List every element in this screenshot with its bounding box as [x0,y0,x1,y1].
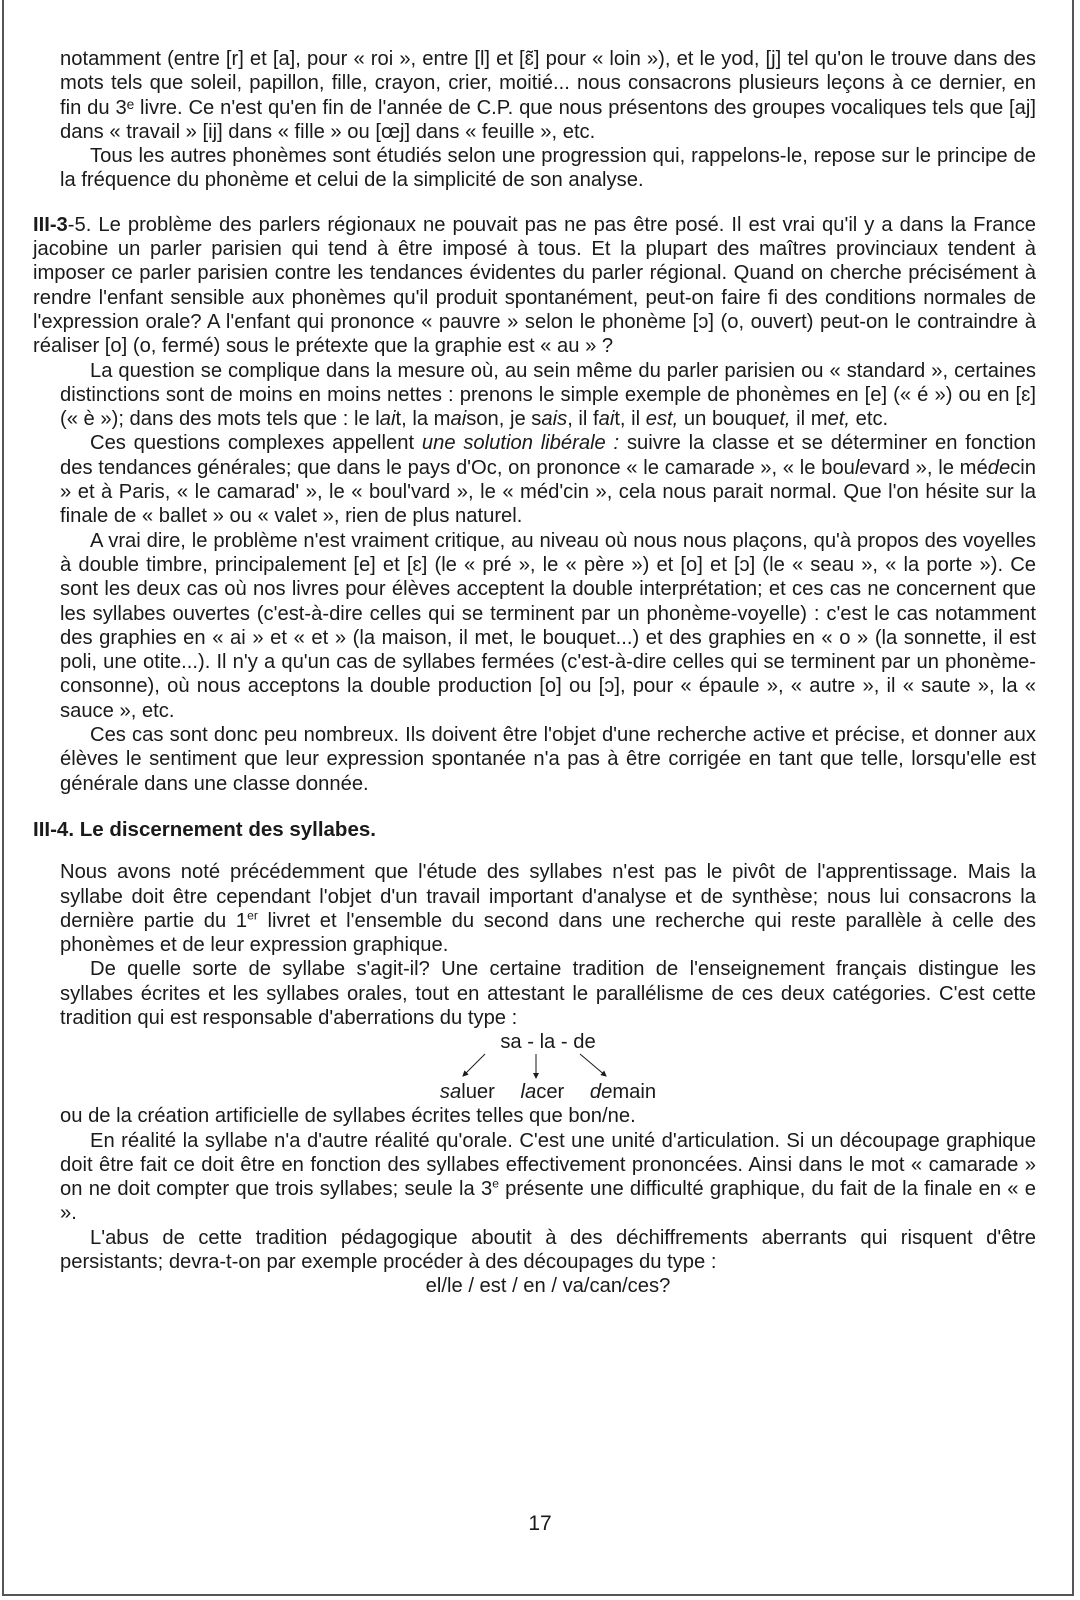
syllable-diagram [60,1030,1036,1104]
section-3-3-5-paragraph-5: Ces cas sont donc peu nombreux. Ils doivent être l'objet d'une recherche active et précise, et donner aux élèves le sentiment que leur expression spontanée n'a pas à être corrigée en tant que telle, lorsqu'elle est générale dans une classe donnée. [60,724,1036,795]
section-3-4-paragraph-4: En réalité la syllabe n'a d'autre réalité qu'orale. C'est une unité d'articulation. Si un découpage graphique doit être fait ce doit être en fonction des syllabes effectivement prononcées. Ainsi dans le mot « camarade » on ne doit compter que trois syllabes; seule la 3e présente une difficulté graphique, du fait de la finale en « e ». [60,1129,1036,1225]
page-number: 17 [528,1512,552,1535]
syllable-split-example: el/le / est / en / va/can/ces? [425,1275,671,1298]
diagram-word-lacer: lacer [520,1081,565,1104]
diagram-syllables: sa - la - de [500,1031,596,1054]
section-3-3-5-paragraph-4: A vrai dire, le problème n'est vraiment critique, au niveau où nous nous plaçons, qu'à propos des voyelles à double timbre, principalement [e] et [ɛ] (le « pré », le « père ») et [o] et [ɔ] (le « seau », « la porte »). Ce sont les deux cas où nos livres pour élèves acceptent la double interprétation; et ces cas ne concernent que les syllabes ouvertes (c'est-à-dire celles qui se terminent par un phonème-voyelle) : c'est le cas notamment des graphies en « ai » et « et » (la maison, il met, le bouquet...) et des graphies en « o » (la sonnette, il est poli, une otite...). Il n'y a qu'un cas de syllabes fermées (c'est-à-dire celles qui se terminent par un phonème-consonne), où nous acceptons la double production [o] ou [ɔ], pour « épaule », « autre », il « saute », la « sauce », etc. [60,529,1036,722]
section-3-4-heading: III-4. Le discernement des syllabes. [33,817,376,841]
section-3-4-paragraph-5: L'abus de cette tradition pédagogique aboutit à des déchiffrements aberrants qui risquent d'être persistants; devra-t-on par exemple procéder à des découpages du type : [60,1226,1036,1274]
section-3-4-paragraph-2: De quelle sorte de syllabe s'agit-il? Une certaine tradition de l'enseignement français distingue les syllabes écrites et les syllabes orales, tout en attestant le parallélisme de ces deux catégories. C'est cette tradition qui est responsable d'aberrations du type : [60,958,1036,1029]
section-3-3-5-label-bold: III-3 [33,213,68,236]
intro-paragraph-1: notamment (entre [r] et [a], pour « roi », entre [l] et [ɛ̃] pour « loin »), et le yod, [j] tel qu'on le trouve dans des mots tels que soleil, papillon, fille, crayon, crier, moitié... nous consacrons plusieurs leçons à ce dernier, en fin du 3ᵉ livre. Ce n'est qu'en fin de l'année de C.P. que nous présentons des groupes vocaliques tels que [aj] dans « travail » [ij] dans « fille » ou [œj] dans « feuille », etc. [60,48,1036,143]
section-3-3-5-text: Le problème des parlers régionaux ne pouvait pas ne pas être posé. Il est vrai qu'il y a dans la France jacobine un parler parisien qui tend à être imposé à tous. Et la plupart des maîtres provinciaux tendent à imposer ce parler parisien contre les tendances évidentes du parler régional. Quand on cherche précisément à rendre l'enfant sensible aux phonèmes qu'il produit spontanément, peut-on faire fi des conditions normales de l'expression orale? A l'enfant qui prononce « pauvre » selon le phonème [ɔ] (o, ouvert) peut-on le contraindre à réaliser [o] (o, fermé) sous le prétexte que la graphie est « au » ? [33,213,1037,358]
diagram-word-saluer: saluer [439,1081,495,1104]
section-3-3-5-paragraph-3: Ces questions complexes appellent une solution libérale : suivre la classe et se déterminer en fonction des tendances générales; que dans le pays d'Oc, on prononce « le camarade », « le boulevard », le médecin » et à Paris, « le camarad' », le « boul'vard », le « méd'cin », cela nous parait normal. Que l'on hésite sur la finale de « ballet » ou « valet », rien de plus naturel. [60,432,1036,528]
page-content [33,47,1037,1299]
emphasis-solution-liberale: une solution libérale : [421,432,620,455]
section-3-4-paragraph-1: Nous avons noté précédemment que l'étude des syllabes n'est pas le pivôt de l'apprentissage. Mais la syllabe doit être cependant l'objet d'un travail important d'analyse et de synthèse; nous lui consacrons la dernière partie du 1er livret et l'ensemble du second dans une recherche qui reste parallèle à celle des phonèmes et de leur expression graphique. [60,861,1036,957]
section-3-3-5-paragraph-2: La question se complique dans la mesure où, au sein même du parler parisien ou « standard », certaines distinctions sont de moins en moins nettes : prenons le simple exemple de phonèmes en [e] (« é ») ou en [ɛ] (« è »); dans des mots tels que : le lait, la maison, je sais, il fait, il est, un bouquet, il met, etc. [60,359,1036,431]
section-3-3-5-label-rest: -5. [67,213,92,236]
diagram-word-demain: demain [589,1081,657,1104]
diagram-arrows [60,1052,1036,1080]
intro-paragraph-2: Tous les autres phonèmes sont étudiés selon une progression qui, rappelons-le, repose sur le principe de la fréquence du phonème et celui de la simplicité de son analyse. [60,145,1036,192]
diagram-words [60,1080,1036,1104]
section-3-3-5-paragraph-1 [33,213,1036,359]
section-3-4-paragraph-3: ou de la création artificielle de syllabes écrites telles que bon/ne. [60,1105,636,1128]
